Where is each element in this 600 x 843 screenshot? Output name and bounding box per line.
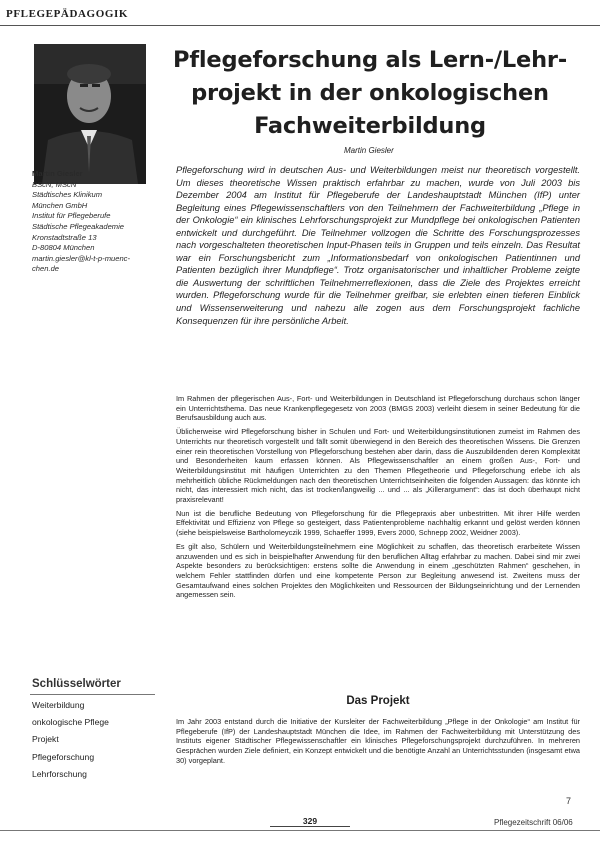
keywords-title: Schlüsselwörter [32,678,121,690]
body-text [176,394,580,600]
portrait-image [34,44,146,184]
keyword: Lehrforschung [32,768,87,779]
author-photo [34,44,146,184]
author-line: Städtische Pflegeakademie [32,221,125,231]
title-line-3: Fachweiterbildung [254,113,486,139]
keywords-rule [30,694,155,695]
title-line-2: projekt in der onkologischen [191,80,549,106]
author-line: Institut für Pflegeberufe [32,211,111,221]
author-line: Städtisches Klinikum [32,190,103,200]
paragraph: Im Jahr 2003 entstand durch die Initiative der Kursleiter der Fachweiterbildung „Pflege in der Onkologie“ am Institut für Pflegeberufe (IfP) der Landeshauptstadt München die Idee, im Rahmen der Fachweiterbildung mit Unterstützung des Instituts eigener Städtischer Pflegewissenschaftler ein klinisches Pflegeforschungsprojekt durchzuführen. In mehreren Gesprächen wurden Ziele definiert, ein Konzept entwickelt und die benötigte Anzahl an Unterrichtsstunden (insgesamt etwa 30) vorgeplant. [176,717,580,765]
section-heading: Das Projekt [346,695,410,707]
byline: Martin Giesler [344,146,394,155]
header-rule [0,25,600,26]
footer-rule [0,830,600,831]
author-email: martin.giesler@kl-t-p-muenc- [32,253,131,263]
paragraph: Im Rahmen der pflegerischen Aus-, Fort- und Weiterbildungen in Deutschland ist Pflegeforschung durchaus schon länger ein Unterrichtsthema. Das neue Krankenpflegegesetz von 2003 (BMGS 2003) verleiht diesem in seiner Bedeutung für die Berufsausbildung auch aus. [176,394,580,423]
author-name: Martin Giesler [32,169,83,178]
keyword: Pflegeforschung [32,751,95,762]
section-label: PFLEGEPÄDAGOGIK [6,8,129,20]
author-email-cont: chen.de [32,264,60,274]
keywords-list [32,697,109,783]
section-body [176,717,580,766]
paragraph: Es gilt also, Schülern und Weiterbildungsteilnehmern eine Möglichkeit zu schaffen, das theoretisch erarbeitete Wissen anzuwenden und es sich in beispielhafter Anwendung für den beruflichen Alltag erfahrbar zu machen. Dabei sind mir zwei Aspekte besonders zu berücksichtigen: erstens sollte die Anwendung in einem „geschützten Rahmen“ geschehen, in welchem Fehler stattfinden dürfen und eine kompetente Person zur Begleitung anwesend ist. Zweitens muss der Gesamtaufwand eines solchen Projektes den Möglichkeiten und Ressourcen der Bildungseinrichtung und der Lernenden angemessen sein. [176,541,580,600]
author-line: Kronstadtstraße 13 [32,232,97,242]
page-number: 329 [302,816,318,826]
journal-info: Pflegezeitschrift 06/06 [494,818,573,827]
title-line-1: Pflegeforschung als Lern-/Lehr- [173,47,567,73]
abstract: Pflegeforschung wird in deutschen Aus- und Weiterbildungen meist nur theoretisch vorgestellt. Um dieses theoretische Wissen praktisch erfahrbar zu machen, wurde von Juli 2003 bis Dezember 2004 am Institut für Pflegeberufe der Landeshauptstadt München (IfP) unter Begleitung eines Pflegewissenschaftlers von den Teilnehmern der Fachweiterbildung „Pflege in der Onkologie“ ein klinisches Lehrforschungsprojekt zur Mundpflege bei onkologischen Patienten entwickelt und durchgeführt. Die Teilnehmer vollzogen die Schritte des Forschungsprozesses nach vorgeschalteten theoretischen Input-Phasen teils in Gruppen und teils einzeln. Das Resultat war ein Forschungsbericht zum „Informationsbedarf von onkologischen Patientinnen und Patienten bezüglich ihrer Mundpflege“. Trotz organisatorischer und inhaltlicher Probleme zeigte die Auswertung der schriftlichen Teilnehmerreflexionen, dass die Ziele des Projektes erreicht wurden. Pflegeforschung wurde für die Teilnehmer greifbar, sie erlebten einen tieferen Einblick und Wissenserweiterung und nahezu alle zogen aus dem Forschungsprojekt fachliche Konsequenzen für ihre persönliche Arbeit. [176,165,580,326]
article-title [170,44,570,143]
end-mark: 7 [566,796,572,806]
keyword: Weiterbildung [32,700,85,710]
keyword: Projekt [32,734,59,745]
paragraph: Üblicherweise wird Pflegeforschung bisher in Schulen und Fort- und Weiterbildungsinstitutionen zumeist im Rahmen des Unterrichts nur theoretisch vorgestellt und fällt somit überwiegend in den Bereich des theoretischen Wissens. Die Grenzen einer rein theoretischen Vorstellung von Pflegeforschung bestehen aber darin, dass die Auszubildenden deren Komplexität und Besonderheiten kaum erfassen können. Als Pflegewissenschaftler an einem großen Aus-, Fort- und Weiterbildungsinstitut mit häufigen Unterrichten zu den Themen Pflegetheorie und Pflegeforschung erlebe ich als mehrheitlich übliche Rückmeldungen nach den theoretischen Unterrichtseinheiten die folgenden Aussagen: das könnte ich nicht, das interessiert mich nicht, das ist trocken/langweilig ... und ... als „Killerargument“: das ist doch überhaupt nicht praxisrelevant! [176,427,580,505]
keyword: onkologische Pflege [32,717,109,728]
author-info [32,169,172,275]
paragraph: Nun ist die berufliche Bedeutung von Pflegeforschung für die Pflegepraxis aber unbestritten. Mit ihrer Hilfe werden Effektivität und Effizienz von Pflege so gesteigert, dass Patientenprobleme nachhaltig erkannt und gelöst werden können (siehe beispielsweise Bartholomeyczik 1999, Schaeffer 1999, Evers 2000, Schnepp 2002, Weidner 2003). [176,508,580,538]
author-line: BScN, MScN [32,179,77,189]
author-line: München GmbH [32,200,88,210]
page-number-underline [270,826,350,827]
author-line: D-80804 München [32,243,95,253]
